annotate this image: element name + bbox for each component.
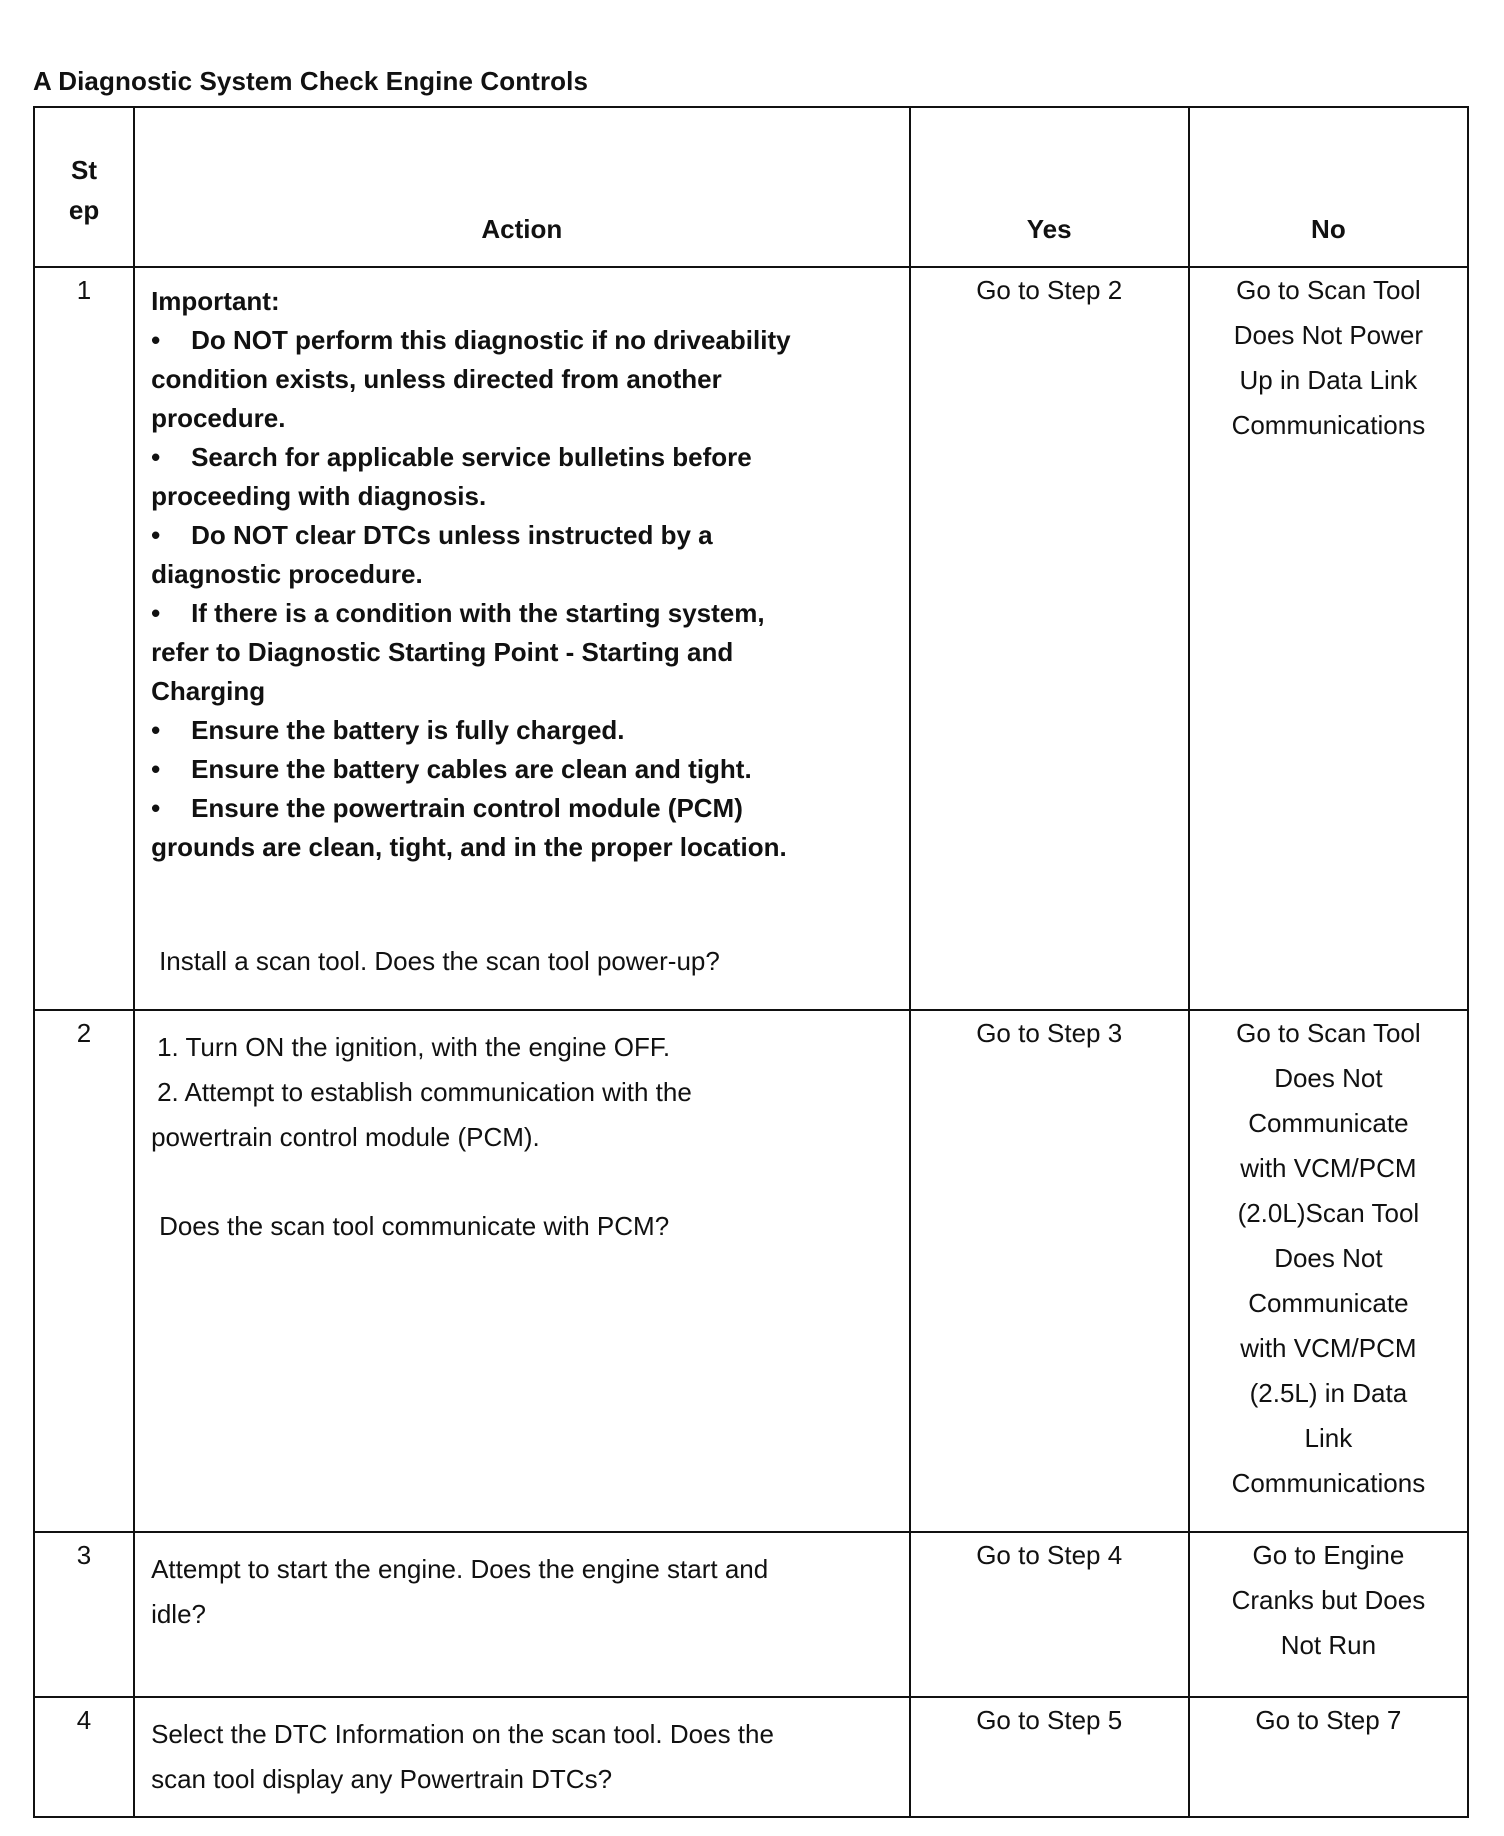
- note-line: • Search for applicable service bulletins before: [151, 438, 893, 477]
- header-yes: Yes: [910, 107, 1189, 267]
- action-cell: [134, 1532, 910, 1697]
- table-row-step-2: [34, 1010, 1468, 1532]
- no-line: Up in Data Link: [1239, 365, 1418, 395]
- no-line: Go to Engine: [1252, 1540, 1405, 1570]
- table-row-step-4: [34, 1697, 1468, 1817]
- note-line: refer to Diagnostic Starting Point - Starting and: [151, 637, 734, 667]
- no-line: with VCM/PCM: [1240, 1333, 1417, 1363]
- action-cell: [134, 1010, 910, 1532]
- step-number: 2: [34, 1010, 134, 1532]
- no-line: Does Not: [1274, 1243, 1383, 1273]
- diagnostic-table: [33, 106, 1469, 1818]
- no-cell: [1189, 1532, 1468, 1697]
- action-line: Attempt to start the engine. Does the engine start and: [151, 1554, 769, 1584]
- yes-cell: Go to Step 3: [910, 1010, 1189, 1532]
- action-question: Install a scan tool. Does the scan tool power-up?: [159, 946, 720, 976]
- no-line: Link: [1304, 1423, 1353, 1453]
- no-line: with VCM/PCM: [1240, 1153, 1417, 1183]
- note-line: proceeding with diagnosis.: [151, 481, 487, 511]
- note-line: • Do NOT perform this diagnostic if no driveability: [151, 321, 893, 360]
- bullet-icon: •: [151, 520, 161, 550]
- no-line: Does Not Power: [1233, 320, 1424, 350]
- no-line: Communicate: [1248, 1108, 1409, 1138]
- bullet-icon: •: [151, 325, 161, 355]
- no-line: (2.5L) in Data: [1249, 1378, 1408, 1408]
- no-line: Communicate: [1248, 1288, 1409, 1318]
- bullet-icon: •: [151, 754, 161, 784]
- bullet-icon: •: [151, 442, 161, 472]
- action-line: Select the DTC Information on the scan tool. Does the: [151, 1719, 774, 1749]
- step-number: 1: [34, 267, 134, 1010]
- action-question: Does the scan tool communicate with PCM?: [159, 1211, 670, 1241]
- header-step-line-1: St: [71, 155, 98, 185]
- no-line: Cranks but Does: [1231, 1585, 1426, 1615]
- note-line: • Ensure the battery is fully charged.: [151, 711, 893, 750]
- action-line: powertrain control module (PCM).: [151, 1122, 540, 1152]
- note-line: procedure.: [151, 403, 286, 433]
- no-line: Go to Scan Tool: [1236, 1018, 1421, 1048]
- note-line: • If there is a condition with the starting system,: [151, 594, 893, 633]
- bullet-icon: •: [151, 715, 161, 745]
- action-line: scan tool display any Powertrain DTCs?: [151, 1764, 613, 1794]
- document-title: A Diagnostic System Check Engine Controls: [33, 66, 589, 96]
- yes-cell: Go to Step 4: [910, 1532, 1189, 1697]
- note-line: grounds are clean, tight, and in the proper location.: [151, 832, 787, 862]
- no-cell: [1189, 267, 1468, 1010]
- step-number: 3: [34, 1532, 134, 1697]
- action-line: idle?: [151, 1599, 206, 1629]
- bullet-icon: •: [151, 598, 161, 628]
- no-line: Not Run: [1280, 1630, 1377, 1660]
- no-line: (2.0L)Scan Tool: [1237, 1198, 1420, 1228]
- no-line: Go to Scan Tool: [1236, 275, 1421, 305]
- important-notes: [151, 282, 893, 867]
- action-cell: [134, 267, 910, 1010]
- header-step: [34, 107, 134, 267]
- no-cell: [1189, 1010, 1468, 1532]
- note-line: condition exists, unless directed from another: [151, 364, 722, 394]
- table-row-step-3: [34, 1532, 1468, 1697]
- note-line: Charging: [151, 676, 266, 706]
- no-line: Communications: [1231, 410, 1426, 440]
- action-cell: [134, 1697, 910, 1817]
- important-label: Important:: [151, 286, 280, 316]
- action-line: 1. Turn ON the ignition, with the engine OFF.: [157, 1032, 671, 1062]
- no-line: Communications: [1231, 1468, 1426, 1498]
- header-row: [34, 107, 1468, 267]
- bullet-icon: •: [151, 793, 161, 823]
- no-cell: Go to Step 7: [1189, 1697, 1468, 1817]
- header-action: Action: [134, 107, 910, 267]
- no-line: Does Not: [1274, 1063, 1383, 1093]
- yes-cell: Go to Step 2: [910, 267, 1189, 1010]
- note-line: • Ensure the battery cables are clean and tight.: [151, 750, 893, 789]
- table-row-step-1: [34, 267, 1468, 1010]
- header-step-line-2: ep: [68, 195, 100, 225]
- step-number: 4: [34, 1697, 134, 1817]
- header-no: No: [1189, 107, 1468, 267]
- yes-cell: Go to Step 5: [910, 1697, 1189, 1817]
- action-line: 2. Attempt to establish communication with the: [157, 1077, 692, 1107]
- note-line: • Ensure the powertrain control module (PCM): [151, 789, 893, 828]
- note-line: • Do NOT clear DTCs unless instructed by a: [151, 516, 893, 555]
- note-line: diagnostic procedure.: [151, 559, 423, 589]
